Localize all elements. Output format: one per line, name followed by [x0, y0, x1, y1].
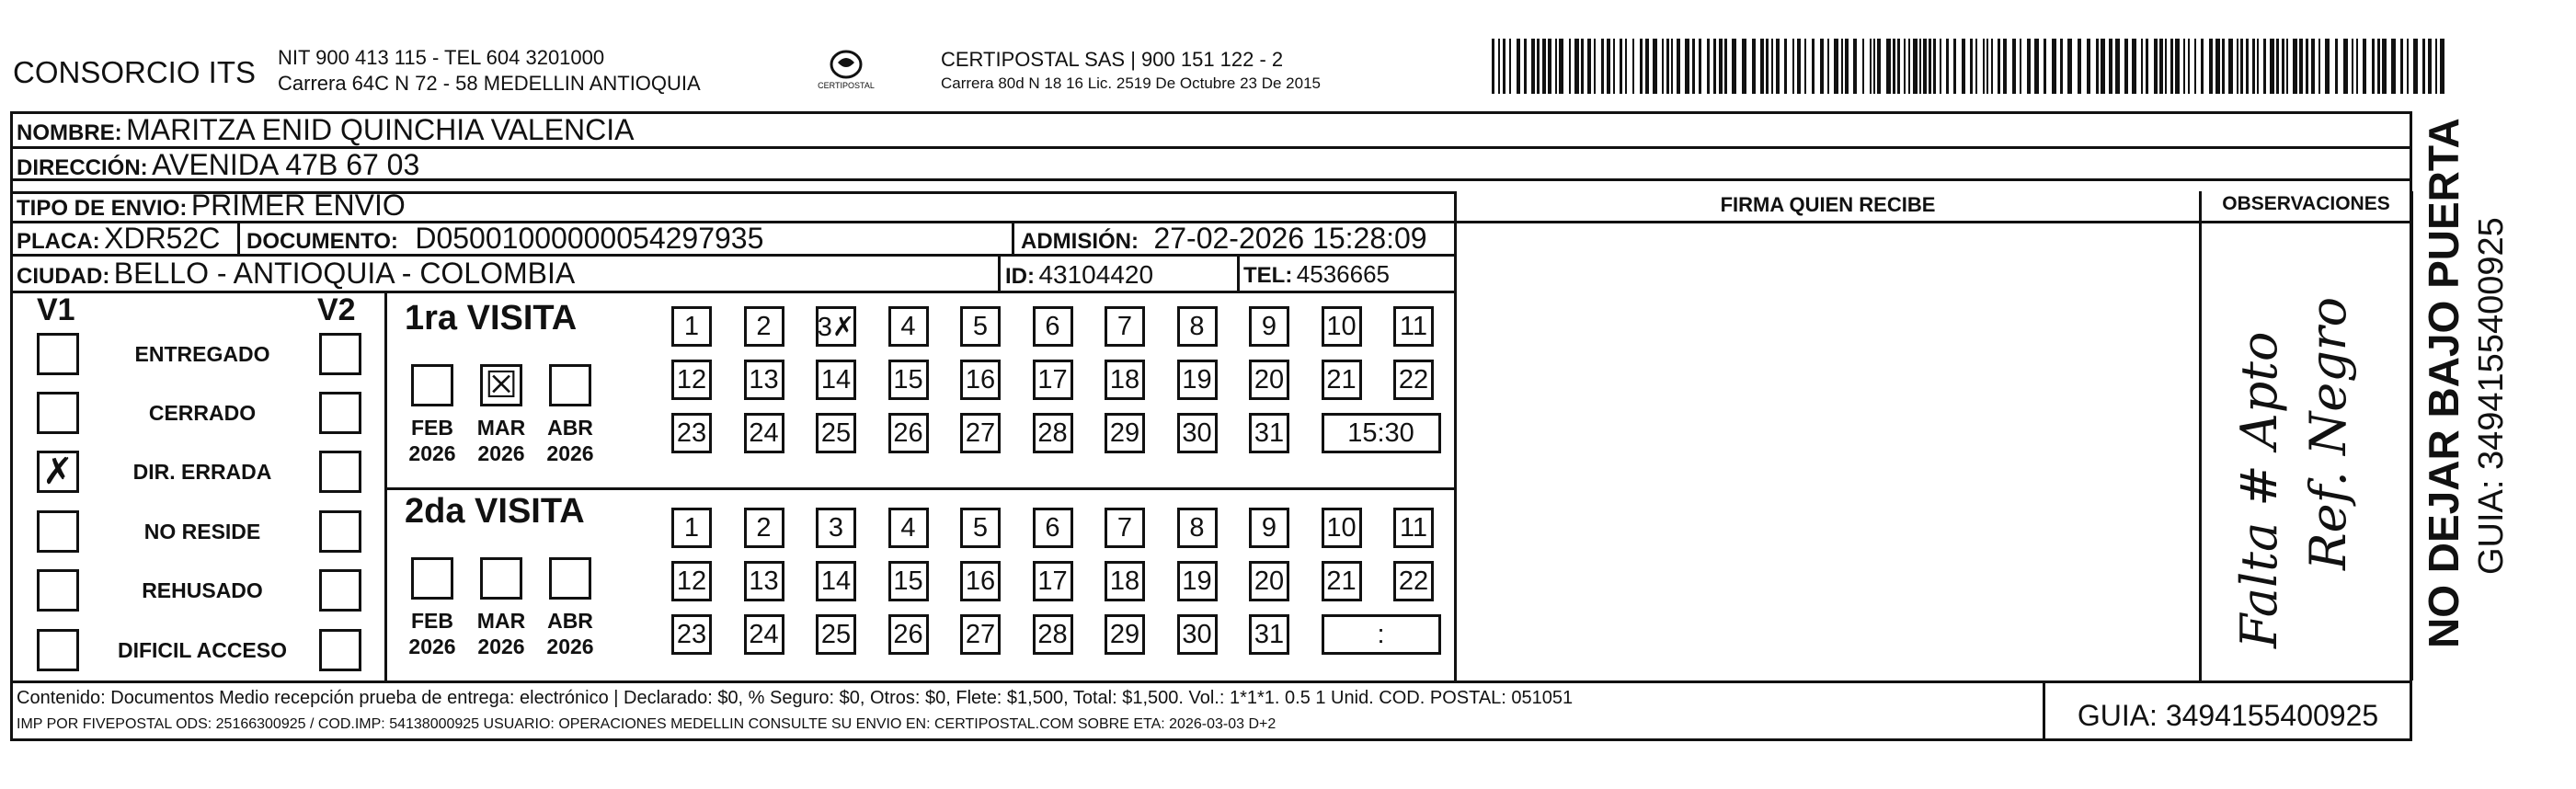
barcode-bar [2252, 39, 2255, 94]
barcode-bar [1940, 39, 1941, 94]
barcode-bar [1509, 39, 1511, 94]
barcode-bar [2400, 39, 2403, 94]
direccion-value: AVENIDA 47B 67 03 [152, 148, 420, 181]
day-box[interactable]: 22 [1393, 561, 1434, 601]
barcode-bar [1933, 39, 1936, 94]
day-box[interactable]: 3✗ [816, 306, 856, 347]
barcode-bar [2124, 39, 2128, 94]
company-name: CONSORCIO ITS [13, 55, 257, 89]
logo-text: CERTIPOSTAL [818, 81, 875, 90]
company-nit: NIT 900 413 115 - TEL 604 3201000 [278, 46, 605, 69]
placa-row [17, 222, 220, 256]
barcode-bar [1893, 39, 1895, 94]
day-box[interactable]: 10 [1322, 306, 1362, 347]
barcode-bar [2188, 39, 2190, 94]
documento-label: DOCUMENTO: [246, 229, 398, 254]
month-year: 2026 [477, 635, 525, 658]
day-box[interactable]: 14 [816, 360, 856, 400]
barcode-bar [1498, 39, 1500, 94]
barcode-bar [2067, 39, 2072, 94]
ciudad-row [17, 257, 575, 291]
month-label [474, 608, 529, 659]
v2-checkbox[interactable] [319, 333, 361, 375]
barcode-bar [2109, 39, 2112, 94]
day-box[interactable]: 12 [671, 561, 712, 601]
barcode-bar [2306, 39, 2308, 94]
barcode-bar [2096, 39, 2099, 94]
barcode-bar [2060, 39, 2063, 94]
barcode-bar [2146, 39, 2148, 94]
day-box[interactable]: 9 [1249, 508, 1289, 548]
v2-checkbox[interactable] [319, 451, 361, 493]
v2-checkbox[interactable] [319, 510, 361, 553]
v1-checkbox[interactable] [37, 629, 79, 671]
admision-row [1021, 222, 1427, 256]
day-box[interactable]: 18 [1105, 561, 1145, 601]
month-checkbox[interactable] [411, 364, 453, 406]
day-box[interactable]: 23 [671, 614, 712, 655]
barcode-bar [1653, 39, 1657, 94]
barcode-bar [2087, 39, 2090, 94]
barcode-bar [2263, 39, 2266, 94]
barcode-bar [2201, 39, 2204, 94]
barcode-bar [1771, 39, 1773, 94]
barcode-bar [2363, 39, 2366, 94]
barcode-bar [2012, 39, 2016, 94]
handwritten-note-2: Ref. Negro [2299, 296, 2357, 570]
day-box[interactable]: 26 [888, 413, 929, 453]
day-box[interactable]: 22 [1393, 360, 1434, 400]
barcode-bar [1897, 39, 1900, 94]
barcode-bar [1581, 39, 1584, 94]
carrier-address: Carrera 80d N 18 16 Lic. 2519 De Octubre 23 De 2015 [941, 74, 1321, 92]
day-box[interactable]: 21 [1322, 360, 1362, 400]
v2-checkbox[interactable] [319, 569, 361, 612]
barcode-bar [1732, 39, 1736, 94]
month-year: 2026 [477, 441, 525, 465]
barcode-bar [1904, 39, 1906, 94]
day-box[interactable]: 20 [1249, 360, 1289, 400]
barcode-bar [1719, 39, 1723, 94]
day-box[interactable]: 28 [1033, 413, 1073, 453]
barcode-bar [2299, 39, 2303, 94]
barcode-bar [1724, 39, 1727, 94]
v1-checkbox[interactable] [37, 569, 79, 612]
barcode-bar [1569, 39, 1571, 94]
day-box[interactable]: 6 [1033, 306, 1073, 347]
barcode-bar [1601, 39, 1604, 94]
month-year: 2026 [546, 635, 594, 658]
month-name: MAR [476, 416, 526, 440]
time-box[interactable]: 15:30 [1322, 413, 1441, 453]
month-name: ABR [547, 416, 593, 440]
month-year: 2026 [546, 441, 594, 465]
nombre-label: NOMBRE: [17, 120, 122, 145]
barcode-bar [1587, 39, 1591, 94]
barcode-bar [2101, 39, 2105, 94]
day-box[interactable]: 12 [671, 360, 712, 400]
certipostal-logo [814, 46, 878, 99]
status-option-label: ENTREGADO [134, 342, 270, 366]
day-box[interactable]: 25 [816, 413, 856, 453]
barcode-bar [2282, 39, 2284, 94]
day-box[interactable]: 15 [888, 561, 929, 601]
barcode-bar [1524, 39, 1527, 94]
day-box[interactable]: 5 [960, 306, 1001, 347]
barcode-bar [1998, 39, 2000, 94]
barcode-bar [1827, 39, 1829, 94]
barcode-bar [1594, 39, 1596, 94]
day-box[interactable]: 16 [960, 360, 1001, 400]
month-label [474, 415, 529, 466]
barcode-bar [2027, 39, 2031, 94]
day-box[interactable]: 20 [1249, 561, 1289, 601]
barcode-bar [1503, 39, 1506, 94]
month-name: ABR [547, 609, 593, 633]
barcode [1492, 39, 2448, 94]
day-box[interactable]: 17 [1033, 360, 1073, 400]
barcode-bar [2318, 39, 2320, 94]
barcode-bar [2044, 39, 2046, 94]
tipo-value: PRIMER ENVIO [190, 189, 406, 222]
barcode-bar [2240, 39, 2243, 94]
barcode-bar [1784, 39, 1787, 94]
day-box[interactable]: 8 [1177, 306, 1218, 347]
tipo-label: TIPO DE ENVIO: [17, 196, 188, 221]
day-box[interactable]: 18 [1105, 360, 1145, 400]
day-box[interactable]: 29 [1105, 614, 1145, 655]
barcode-bar [2228, 39, 2233, 94]
barcode-bar [1953, 39, 1956, 94]
barcode-bar [1517, 39, 1520, 94]
day-box[interactable]: 17 [1033, 561, 1073, 601]
v1-checkbox[interactable] [37, 510, 79, 553]
day-box[interactable]: 19 [1177, 561, 1218, 601]
status-option-label: NO RESIDE [143, 520, 261, 543]
barcode-bar [1574, 39, 1579, 94]
barcode-bar [1913, 39, 1918, 94]
month-name: MAR [476, 609, 526, 633]
barcode-bar [1625, 39, 1627, 94]
day-box[interactable]: 1 [671, 306, 712, 347]
month-checkbox[interactable] [549, 364, 591, 406]
barcode-bar [2276, 39, 2279, 94]
barcode-bar [1685, 39, 1689, 94]
id-value: 43104420 [1038, 260, 1154, 289]
barcode-bar [2034, 39, 2039, 94]
day-box[interactable]: 14 [816, 561, 856, 601]
barcode-bar [1870, 39, 1872, 94]
month-checkbox[interactable] [411, 557, 453, 600]
barcode-bar [2391, 39, 2396, 94]
id-label: ID: [1005, 264, 1035, 289]
day-box[interactable]: 4 [888, 306, 929, 347]
status-option-label: REHUSADO [142, 578, 263, 602]
barcode-bar [1662, 39, 1664, 94]
barcode-bar [1492, 39, 1494, 94]
visit2-title: 2da VISITA [405, 492, 585, 531]
barcode-bar [2325, 39, 2330, 94]
day-box[interactable]: 11 [1393, 306, 1434, 347]
barcode-bar [1742, 39, 1746, 94]
barcode-bar [1555, 39, 1557, 94]
firma-header: FIRMA QUIEN RECIBE [1720, 193, 1936, 216]
nombre-value: MARITZA ENID QUINCHIA VALENCIA [126, 113, 635, 146]
barcode-bar [1666, 39, 1669, 94]
month-year: 2026 [408, 441, 456, 465]
barcode-bar [2052, 39, 2056, 94]
day-box[interactable]: 10 [1322, 508, 1362, 548]
day-box[interactable]: 6 [1033, 508, 1073, 548]
month-name: FEB [411, 609, 453, 633]
day-box[interactable]: 30 [1177, 614, 1218, 655]
barcode-bar [2165, 39, 2167, 94]
barcode-bar [1853, 39, 1857, 94]
month-label [543, 415, 598, 466]
tel-row [1243, 260, 1390, 289]
day-box[interactable]: 31 [1249, 413, 1289, 453]
tel-label: TEL: [1243, 263, 1293, 288]
company-address: Carrera 64C N 72 - 58 MEDELLIN ANTIOQUIA [278, 72, 701, 95]
barcode-bar [2183, 39, 2185, 94]
v1-checkbox[interactable] [37, 333, 79, 375]
barcode-bar [1752, 39, 1756, 94]
barcode-bar [1692, 39, 1695, 94]
barcode-bar [1970, 39, 1973, 94]
barcode-bar [2209, 39, 2213, 94]
v1-checkbox[interactable]: ✗ [37, 451, 79, 493]
barcode-bar [2194, 39, 2196, 94]
day-box[interactable]: 31 [1249, 614, 1289, 655]
admision-label: ADMISIÓN: [1021, 229, 1139, 254]
barcode-bar [1983, 39, 1985, 94]
tel-value: 4536665 [1296, 260, 1391, 288]
barcode-bar [2154, 39, 2158, 94]
visit1-title: 1ra VISITA [405, 299, 578, 337]
barcode-bar [2413, 39, 2418, 94]
day-box[interactable]: 23 [671, 413, 712, 453]
barcode-bar [1713, 39, 1716, 94]
placa-label: PLACA: [17, 229, 100, 254]
day-box[interactable]: 5 [960, 508, 1001, 548]
barcode-bar [2257, 39, 2259, 94]
barcode-bar [1613, 39, 1615, 94]
barcode-bar [1841, 39, 1843, 94]
barcode-bar [1677, 39, 1680, 94]
carrier-name: CERTIPOSTAL SAS | 900 151 122 - 2 [941, 48, 1284, 71]
ciudad-label: CIUDAD: [17, 264, 110, 289]
day-box[interactable]: 8 [1177, 508, 1218, 548]
barcode-bar [1707, 39, 1710, 94]
day-box[interactable]: 27 [960, 413, 1001, 453]
barcode-bar [1766, 39, 1769, 94]
day-box[interactable]: 7 [1105, 306, 1145, 347]
barcode-bar [2215, 39, 2220, 94]
day-box[interactable]: 9 [1249, 306, 1289, 347]
barcode-bar [1632, 39, 1634, 94]
barcode-bar [1986, 39, 1988, 94]
barcode-bar [2078, 39, 2081, 94]
barcode-bar [2003, 39, 2007, 94]
day-box[interactable]: 1 [671, 508, 712, 548]
month-label [543, 608, 598, 659]
barcode-bar [2141, 39, 2143, 94]
month-checkbox[interactable] [480, 557, 522, 600]
barcode-bar [1537, 39, 1540, 94]
day-box[interactable]: 15 [888, 360, 929, 400]
barcode-bar [1962, 39, 1965, 94]
day-box[interactable]: 19 [1177, 360, 1218, 400]
barcode-bar [1699, 39, 1701, 94]
barcode-bar [2132, 39, 2136, 94]
barcode-bar [2175, 39, 2180, 94]
barcode-bar [1845, 39, 1849, 94]
direccion-label: DIRECCIÓN: [17, 155, 148, 180]
barcode-bar [2382, 39, 2387, 94]
month-year: 2026 [408, 635, 456, 658]
v2-checkbox[interactable] [319, 392, 361, 434]
barcode-bar [1908, 39, 1910, 94]
direccion-row [17, 148, 419, 182]
day-box[interactable]: 11 [1393, 508, 1434, 548]
barcode-bar [1804, 39, 1806, 94]
barcode-bar [1820, 39, 1824, 94]
day-box[interactable]: 4 [888, 508, 929, 548]
barcode-bar [1607, 39, 1610, 94]
barcode-bar [1620, 39, 1622, 94]
barcode-bar [1671, 39, 1673, 94]
day-box[interactable]: 3 [816, 508, 856, 548]
id-row [1005, 260, 1153, 290]
barcode-bar [1873, 39, 1875, 94]
barcode-bar [1919, 39, 1921, 94]
barcode-bar [1991, 39, 1993, 94]
barcode-bar [2286, 39, 2288, 94]
v1-checkbox[interactable] [37, 392, 79, 434]
barcode-bar [2115, 39, 2120, 94]
barcode-bar [2352, 39, 2353, 94]
day-box[interactable]: 16 [960, 561, 1001, 601]
footer-contenido: Contenido: Documentos Medio recepción prueba de entrega: electrónico | Declarado: $0, % Seguro: $0, Otros: $0, Flete: $1,500, Total: $1,500. Vol.: 1*1*1. 0.5 1 Unid. COD. POSTAL: 051051 [17, 688, 1574, 708]
barcode-bar [2222, 39, 2225, 94]
placa-value: XDR52C [104, 222, 221, 255]
barcode-bar [2170, 39, 2173, 94]
barcode-bar [2435, 39, 2437, 94]
barcode-bar [1542, 39, 1546, 94]
barcode-bar [2407, 39, 2409, 94]
barcode-bar [1862, 39, 1864, 94]
documento-row [246, 222, 763, 256]
month-label [405, 415, 460, 466]
day-box[interactable]: 13 [744, 360, 784, 400]
barcode-bar [1923, 39, 1927, 94]
barcode-bar [2246, 39, 2249, 94]
v2-label: V2 [317, 292, 356, 327]
barcode-bar [1975, 39, 1977, 94]
v1-label: V1 [37, 292, 75, 327]
observaciones-header: OBSERVACIONES [2222, 193, 2390, 214]
barcode-bar [2343, 39, 2348, 94]
status-option-label: DIFICIL ACCESO [117, 638, 287, 662]
barcode-bar [1548, 39, 1551, 94]
barcode-bar [1877, 39, 1881, 94]
barcode-bar [2159, 39, 2163, 94]
day-box[interactable]: 24 [744, 413, 784, 453]
side-guia: GUIA: 3494155400925 [2472, 217, 2511, 575]
time-box[interactable]: : [1322, 614, 1441, 655]
barcode-bar [1776, 39, 1780, 94]
barcode-bar [2428, 39, 2432, 94]
day-box[interactable]: 7 [1105, 508, 1145, 548]
month-name: FEB [411, 416, 453, 440]
v2-checkbox[interactable] [319, 629, 361, 671]
barcode-bar [2311, 39, 2315, 94]
admision-value: 27-02-2026 15:28:09 [1153, 222, 1427, 255]
barcode-bar [2270, 39, 2274, 94]
day-box[interactable]: 30 [1177, 413, 1218, 453]
ciudad-value: BELLO - ANTIOQUIA - COLOMBIA [113, 257, 576, 290]
barcode-bar [1760, 39, 1764, 94]
handwritten-note-1: Falta # Apto [2230, 331, 2288, 648]
barcode-bar [1886, 39, 1891, 94]
status-option-label: DIR. ERRADA [132, 460, 272, 484]
barcode-bar [1559, 39, 1563, 94]
day-box[interactable]: 2 [744, 306, 784, 347]
day-box[interactable]: 21 [1322, 561, 1362, 601]
day-box[interactable]: 2 [744, 508, 784, 548]
day-box[interactable]: 13 [744, 561, 784, 601]
footer-guia: GUIA: 3494155400925 [2077, 699, 2379, 732]
month-checkbox[interactable] [549, 557, 591, 600]
barcode-bar [2335, 39, 2338, 94]
barcode-bar [1797, 39, 1801, 94]
barcode-bar [2293, 39, 2297, 94]
barcode-bar [1640, 39, 1643, 94]
barcode-bar [1645, 39, 1649, 94]
barcode-bar [2440, 39, 2444, 94]
barcode-bar [2356, 39, 2358, 94]
day-box[interactable]: 25 [816, 614, 856, 655]
barcode-bar [2020, 39, 2021, 94]
barcode-bar [1834, 39, 1838, 94]
day-box[interactable]: 27 [960, 614, 1001, 655]
barcode-bar [1946, 39, 1949, 94]
month-checkbox[interactable]: ☒ [480, 364, 522, 406]
nombre-row [17, 113, 635, 147]
barcode-bar [1812, 39, 1815, 94]
barcode-bar [2237, 39, 2238, 94]
barcode-bar [1929, 39, 1931, 94]
documento-value: D05001000000054297935 [415, 222, 764, 255]
day-box[interactable]: 24 [744, 614, 784, 655]
tipo-row [17, 189, 406, 223]
barcode-bar [2377, 39, 2380, 94]
barcode-bar [2422, 39, 2425, 94]
barcode-bar [1531, 39, 1535, 94]
barcode-bar [1792, 39, 1794, 94]
no-dejar-warning: NO DEJAR BAJO PUERTA [2420, 118, 2467, 648]
barcode-bar [2372, 39, 2375, 94]
status-option-label: CERRADO [148, 401, 257, 425]
day-box[interactable]: 26 [888, 614, 929, 655]
day-box[interactable]: 28 [1033, 614, 1073, 655]
month-label [405, 608, 460, 659]
day-box[interactable]: 29 [1105, 413, 1145, 453]
footer-imp: IMP POR FIVEPOSTAL ODS: 25166300925 / COD.IMP: 54138000925 USUARIO: OPERACIONES MEDELLIN CONSULTE SU ENVIO EN: CERTIPOSTAL.COM SOBRE ETA: 2026-03-03 D+2 [17, 716, 1277, 732]
